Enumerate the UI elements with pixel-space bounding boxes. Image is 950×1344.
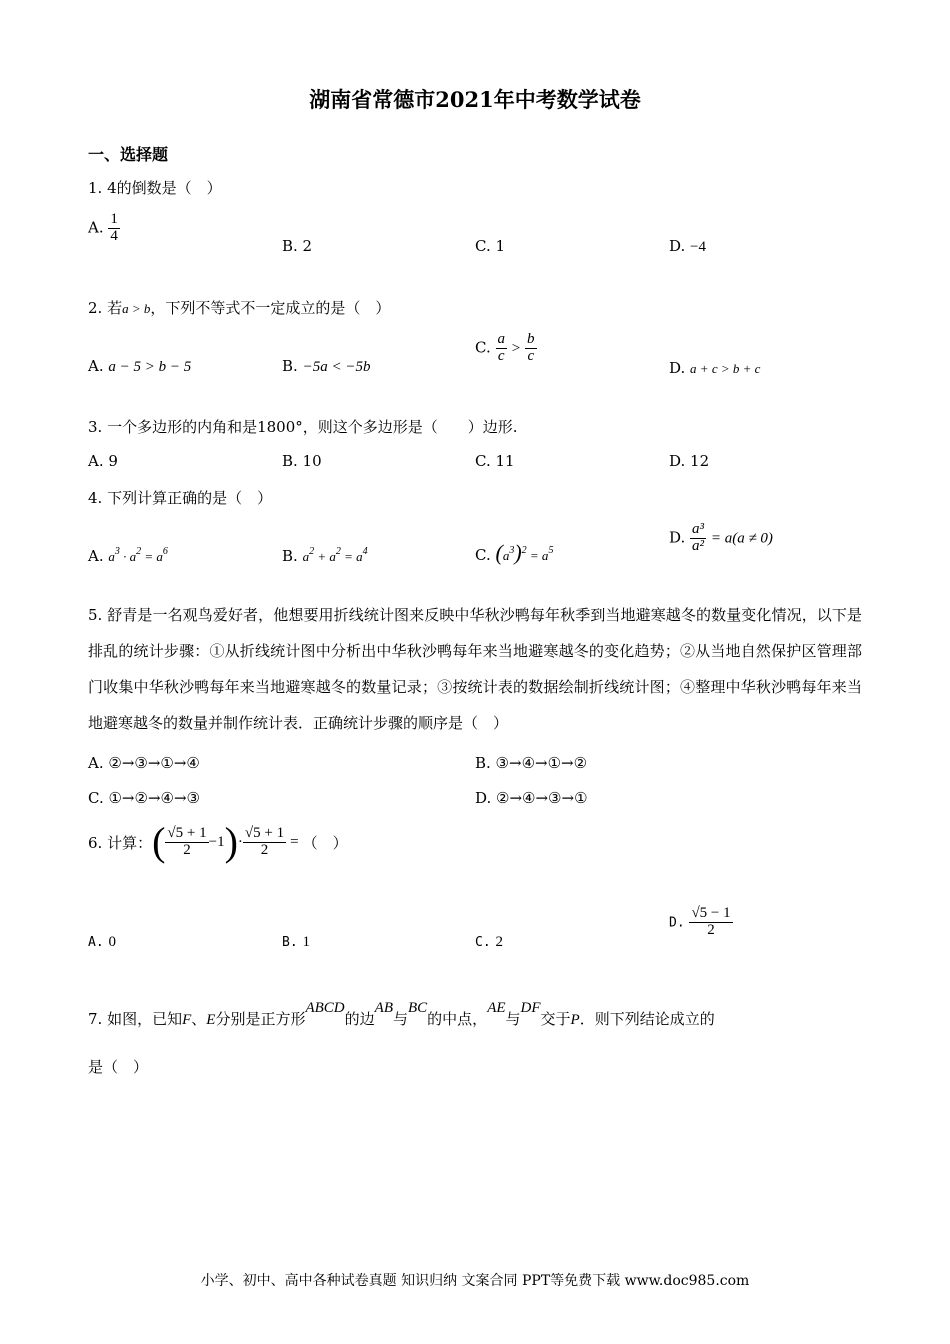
q4-c-expr: $(a^3)^2 = a^5$	[495, 540, 554, 565]
q6-option-d	[669, 906, 733, 939]
q6-b-value: 1	[302, 934, 310, 950]
q7-F: F	[182, 1012, 192, 1028]
q1-a-fraction	[108, 212, 120, 245]
q7-p6: 与	[505, 1010, 521, 1028]
q7-p1: 7. 如图，已知	[88, 1010, 183, 1028]
q6-frac2	[243, 826, 286, 859]
q6-tail: （ ）	[302, 833, 348, 852]
q4-b-label: B.	[282, 547, 298, 565]
q2-c-num2: b	[527, 331, 535, 347]
q2-d-label: D.	[669, 359, 686, 377]
q3-option-a: A. 9	[88, 452, 118, 470]
q5-option-d: D. ②→④→③→①	[475, 789, 588, 807]
q4-c-label: C.	[475, 546, 491, 564]
q2-b-label: B.	[282, 357, 298, 375]
q4-d-rest: = a(a ≠ 0)	[710, 530, 773, 547]
q5-option-a: A. ②→③→①→④	[88, 754, 200, 772]
q4-option-c	[475, 540, 553, 566]
page-title: 湖南省常德市2021年中考数学试卷	[309, 87, 641, 112]
q2-option-d	[669, 359, 760, 377]
q1-option-d	[669, 237, 706, 256]
q6-frac1-num: √5 + 1	[167, 824, 207, 841]
q2-c-num1: a	[497, 331, 505, 347]
q7-E: E	[206, 1012, 216, 1028]
q1-d-value: −4	[690, 239, 707, 255]
question-3-stem: 3. 一个多边形的内角和是1800°，则这个多边形是（ ）边形.	[88, 418, 518, 436]
q6-c-value: 2	[495, 934, 503, 950]
question-4-stem: 4. 下列计算正确的是（ ）	[88, 489, 273, 507]
q4-a-expr: $a^3 \cdot a^2 = a^6$	[108, 546, 168, 564]
q6-frac2-num: √5 + 1	[244, 824, 285, 841]
q4-a-label: A.	[88, 547, 104, 565]
q6-option-b	[282, 932, 310, 951]
q6-d-den: 2	[707, 921, 715, 938]
q2-stem-pre: 2. 若	[88, 299, 123, 317]
q7-p3: 的边	[344, 1010, 375, 1028]
q6-option-c	[475, 932, 503, 951]
q6-frac1-den: 2	[183, 841, 191, 858]
q5-option-b: B. ③→④→①→②	[475, 754, 588, 772]
q1-a-num: 1	[110, 211, 118, 227]
q2-c-frac1	[496, 332, 508, 365]
section-heading: 一、选择题	[88, 145, 169, 164]
q2-option-b	[282, 357, 370, 376]
footer-text: 小学、初中、高中各种试卷真题 知识归纳 文案合同 PPT等免费下载 www.doc985.com	[200, 1273, 750, 1289]
q6-frac1	[165, 826, 208, 859]
q6-frac2-den: 2	[260, 841, 269, 858]
q6-a-value: 0	[108, 934, 116, 950]
q6-c-label: C.	[475, 935, 491, 950]
q1-option-b: B. 2	[282, 237, 313, 255]
q6-minus-one: −1	[208, 833, 225, 850]
q4-option-a	[88, 546, 168, 565]
q7-p7: 交于	[540, 1010, 571, 1028]
q7-p2: 分别是正方形	[215, 1010, 306, 1028]
q2-stem-post: ，下列不等式不一定成立的是（ ）	[150, 299, 391, 317]
q2-d-value: a + c > b + c	[690, 361, 761, 376]
q3-option-b: B. 10	[282, 452, 322, 470]
q4-d-label: D.	[669, 528, 686, 547]
q7-AB: AB	[374, 1000, 393, 1016]
q2-c-op: >	[511, 340, 521, 357]
q3-option-d: D. 12	[669, 452, 710, 470]
q7-p4: 与	[392, 1010, 408, 1028]
q7-P: P	[570, 1012, 580, 1028]
question-7-line2: 是（ ）	[88, 1058, 149, 1076]
q1-option-c: C. 1	[475, 237, 506, 255]
q1-d-label: D.	[669, 237, 686, 255]
q6-right-paren: )	[224, 819, 238, 864]
q4-d-fraction	[690, 522, 706, 555]
q7-BC: BC	[408, 1000, 428, 1016]
q1-a-den: 4	[110, 227, 118, 244]
q7-p8: ．则下列结论成立的	[579, 1010, 715, 1028]
question-7-stem	[88, 1000, 715, 1029]
q2-option-a	[88, 357, 191, 376]
q2-a-value: a − 5 > b − 5	[108, 359, 192, 375]
q7-p5: 的中点，	[427, 1010, 488, 1028]
q2-c-frac2	[525, 332, 537, 365]
q7-AE: AE	[487, 1000, 506, 1016]
q6-option-a	[88, 932, 116, 951]
q1-option-a	[88, 212, 120, 245]
q1-a-label: A.	[88, 218, 104, 237]
question-6-stem	[88, 819, 348, 864]
q2-c-den2: c	[527, 347, 535, 364]
question-1-stem: 1. 4的倒数是（ ）	[88, 179, 222, 197]
q4-b-expr: $a^2 + a^2 = a^4$	[302, 546, 368, 564]
q7-DF: DF	[520, 1000, 541, 1016]
q2-a-label: A.	[88, 357, 104, 375]
q2-c-den1: c	[497, 347, 505, 364]
q6-stem-label: 6. 计算：	[88, 833, 153, 852]
q6-left-paren: (	[152, 819, 166, 864]
q5-option-c: C. ①→②→④→③	[88, 789, 200, 807]
q2-c-label: C.	[475, 338, 491, 357]
q2-option-c	[475, 332, 537, 365]
q6-d-num: √5 − 1	[691, 905, 731, 921]
q2-b-value: −5a < −5b	[302, 359, 371, 375]
q3-option-c: C. 11	[475, 452, 515, 470]
q6-equals: =	[290, 833, 299, 850]
q4-option-d	[669, 522, 773, 555]
q7-ABCD: ABCD	[305, 1000, 345, 1016]
q6-b-label: B.	[282, 935, 298, 950]
q6-d-fraction	[689, 906, 732, 939]
question-2-stem	[88, 297, 390, 318]
q6-a-label: A.	[88, 935, 104, 950]
q6-dot: ·	[237, 833, 243, 850]
q2-stem-math: a > b	[122, 301, 151, 316]
q6-d-label: D.	[669, 915, 685, 931]
q4-option-b	[282, 546, 368, 565]
q4-d-den: a²	[692, 537, 705, 554]
question-5-stem: 5. 舒青是一名观鸟爱好者，他想要用折线统计图来反映中华秋沙鸭每年秋季到当地避寒越冬的数量变化情况，以下是排乱的统计步骤：①从折线统计图中分析出中华秋沙鸭每年来当地避寒越冬的变化趋势；②从当地自然保护区管理部门收集中华秋沙鸭每年来当地避寒越冬的数量记录；③按统计表的数据绘制折线统计图；④整理中华秋沙鸭每年来当地避寒越冬的数量并制作统计表．正确统计步骤的顺序是（ ）	[88, 606, 862, 732]
q4-d-num: a³	[692, 521, 705, 537]
q7-sep: 、	[191, 1010, 207, 1028]
